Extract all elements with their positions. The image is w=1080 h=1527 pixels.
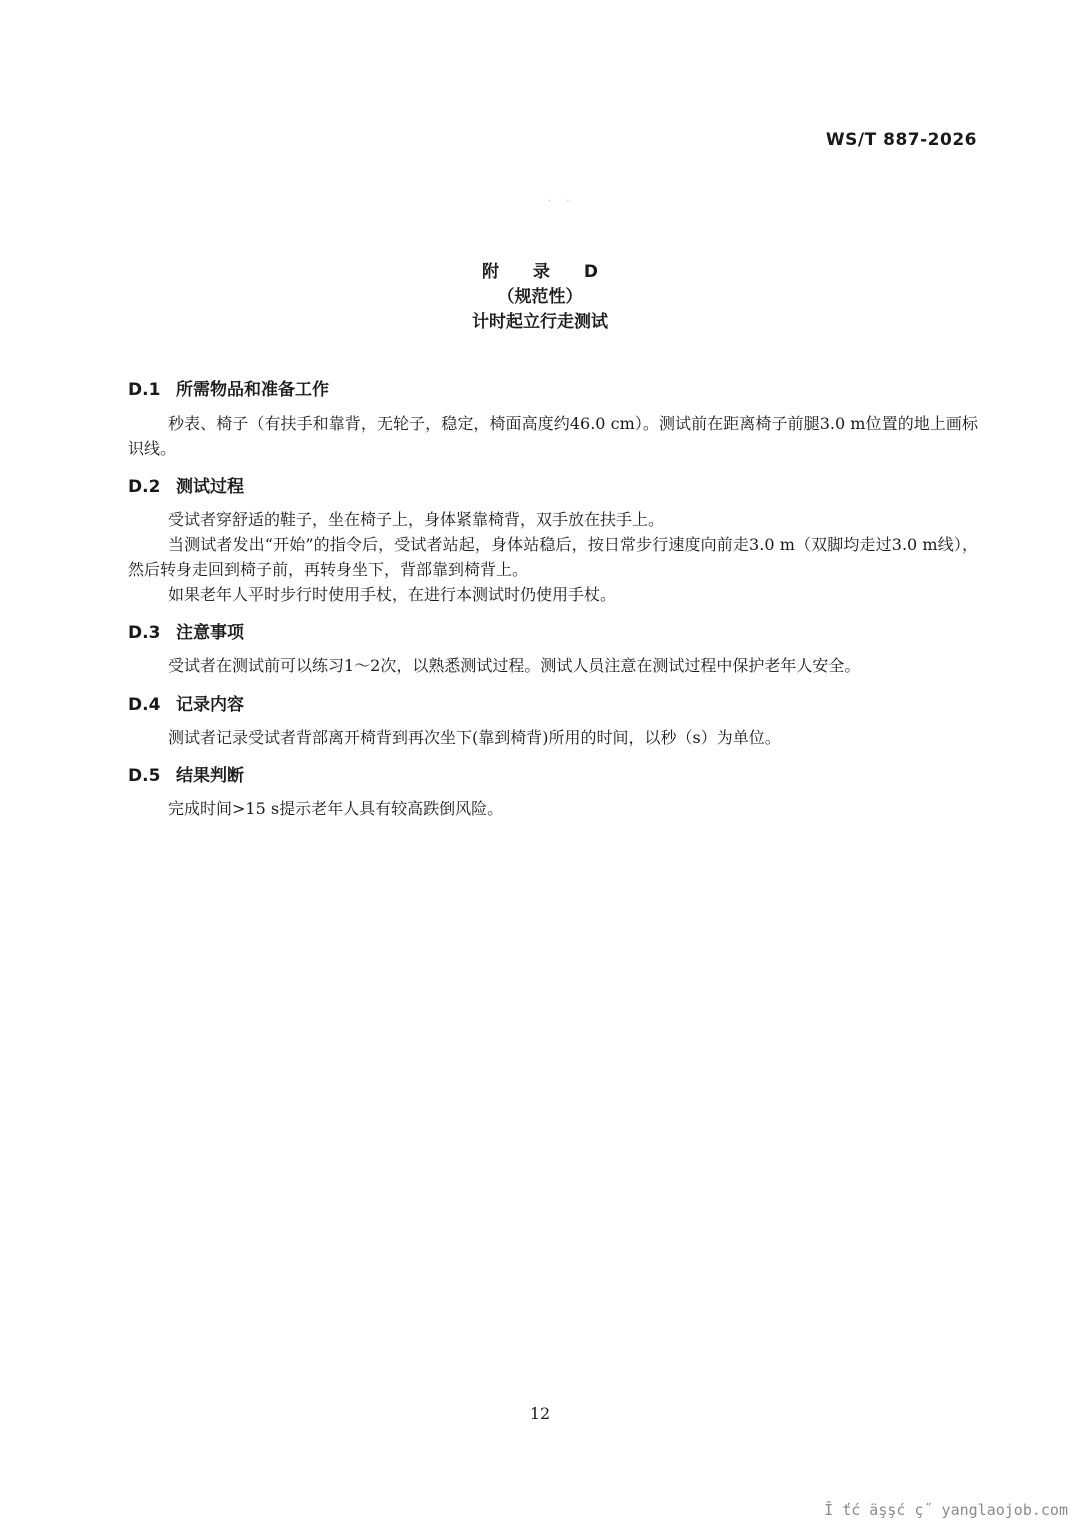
section-title: 注意事项 <box>176 623 244 643</box>
standard-code: WS/T 887-2026 <box>825 130 977 150</box>
paragraph: 受试者在测试前可以练习1～2次，以熟悉测试过程。测试人员注意在测试过程中保护老年人安全。 <box>168 656 861 675</box>
section-heading-d2 <box>128 472 244 497</box>
section-title: 结果判断 <box>176 766 244 786</box>
paragraph: 当测试者发出“开始”的指令后，受试者站起，身体站稳后，按日常步行速度向前走3.0 m（双脚均走过3.0 m线），然后转身走回到椅子前，再转身坐下，背部靠到椅背上。 <box>128 535 978 579</box>
section-title: 所需物品和准备工作 <box>176 380 329 400</box>
paragraph: 如果老年人平时步行时使用手杖，在进行本测试时仍使用手杖。 <box>168 585 617 604</box>
section-heading-d3 <box>128 618 244 643</box>
appendix-name: 计时起立行走测试 <box>472 312 608 332</box>
section-number: D.1 <box>128 380 161 400</box>
page-number: 12 <box>529 1404 551 1423</box>
paragraph: 完成时间>15 s提示老年人具有较高跌倒风险。 <box>168 799 504 818</box>
section-heading-d1 <box>128 375 329 400</box>
section-heading-d5 <box>128 761 244 786</box>
watermark: Î ťć äşşć ç˝ yanglaojob.com <box>824 1501 1068 1519</box>
paragraph: 秒表、椅子（有扶手和靠背，无轮子，稳定，椅面高度约46.0 cm）。测试前在距离椅子前腿3.0 m位置的地上画标识线。 <box>128 414 978 458</box>
section-number: D.4 <box>128 695 161 715</box>
paragraph: 受试者穿舒适的鞋子，坐在椅子上，身体紧靠椅背，双手放在扶手上。 <box>168 510 665 529</box>
section-heading-d4 <box>128 690 244 715</box>
section-number: D.2 <box>128 477 161 497</box>
appendix-title: 附 录 D <box>482 262 612 282</box>
paragraph: 测试者记录受试者背部离开椅背到再次坐下(靠到椅背)所用的时间，以秒（s）为单位。 <box>168 728 781 747</box>
section-number: D.3 <box>128 623 161 643</box>
appendix-type: （规范性） <box>497 287 583 307</box>
section-title: 记录内容 <box>176 695 244 715</box>
section-title: 测试过程 <box>176 477 244 497</box>
scan-marks: · · <box>548 196 576 207</box>
section-number: D.5 <box>128 766 161 786</box>
